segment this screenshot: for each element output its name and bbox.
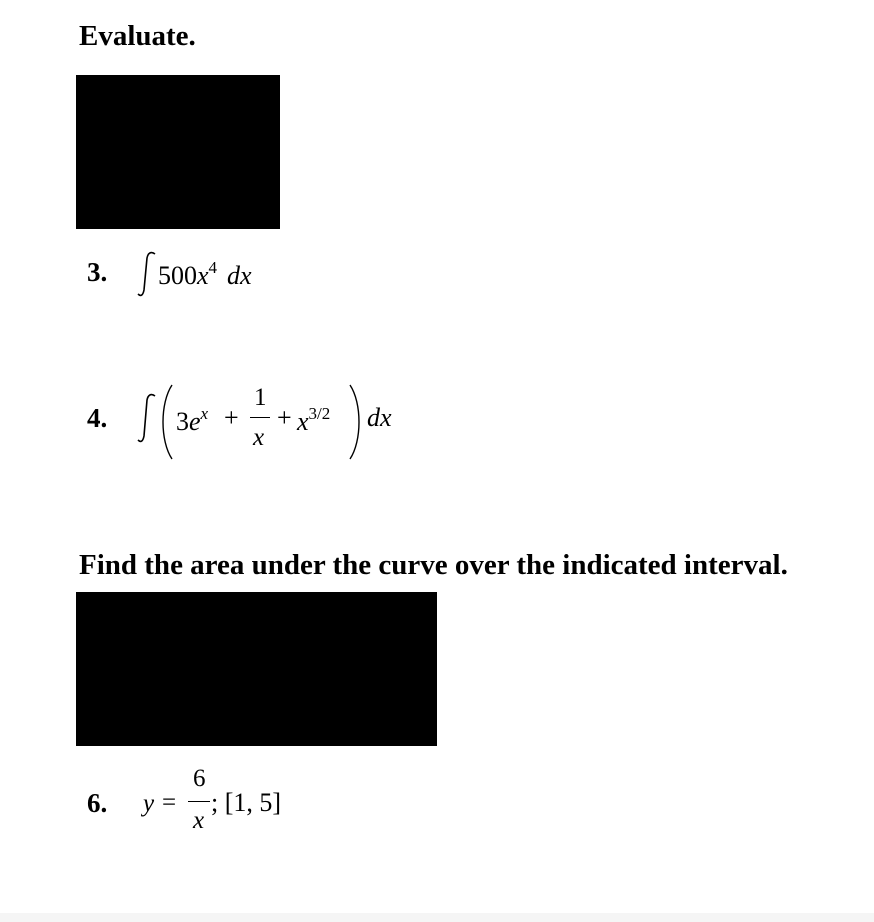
- variable: x: [197, 261, 209, 290]
- differential: dx: [227, 261, 252, 290]
- term1-coefficient: 3: [176, 407, 189, 436]
- section-heading-area: Find the area under the curve over the indicated interval.: [79, 549, 788, 581]
- right-paren-icon: [348, 383, 364, 466]
- problem-3-integrand: [158, 259, 252, 289]
- problem-6-number: 6.: [87, 788, 108, 818]
- page-bottom-edge: [0, 913, 874, 922]
- exponent: 4: [208, 258, 218, 277]
- problem-4-number: 4.: [87, 403, 108, 433]
- problem-6-equals: =: [162, 789, 177, 816]
- problem-6-fraction-numerator: 6: [193, 765, 206, 792]
- term1-base: e: [189, 407, 201, 436]
- term3-exponent: 3/2: [308, 404, 331, 423]
- term3-base: x: [297, 407, 309, 436]
- problem-3-number: 3.: [87, 257, 108, 287]
- problem-4-term3: [297, 405, 330, 435]
- redacted-block: [76, 75, 280, 229]
- section-heading-evaluate: Evaluate.: [79, 20, 196, 52]
- problem-6-lhs: y: [143, 790, 155, 817]
- plus-sign-2: +: [277, 403, 292, 432]
- coefficient: 500: [158, 261, 197, 290]
- redacted-block: [76, 592, 437, 746]
- term1-exponent: x: [200, 404, 209, 423]
- problem-4-term1: [176, 405, 208, 435]
- problem-4-differential: dx: [367, 403, 392, 432]
- fraction-bar: [250, 417, 270, 418]
- fraction-numerator: 1: [254, 384, 267, 411]
- problem-6-interval: ; [1, 5]: [211, 788, 282, 817]
- problem-6-fraction-denominator: x: [193, 807, 205, 834]
- fraction-denominator: x: [253, 424, 265, 451]
- problem-6-fraction-bar: [188, 801, 210, 802]
- plus-sign-1: +: [224, 403, 239, 432]
- left-paren-icon: [158, 383, 174, 466]
